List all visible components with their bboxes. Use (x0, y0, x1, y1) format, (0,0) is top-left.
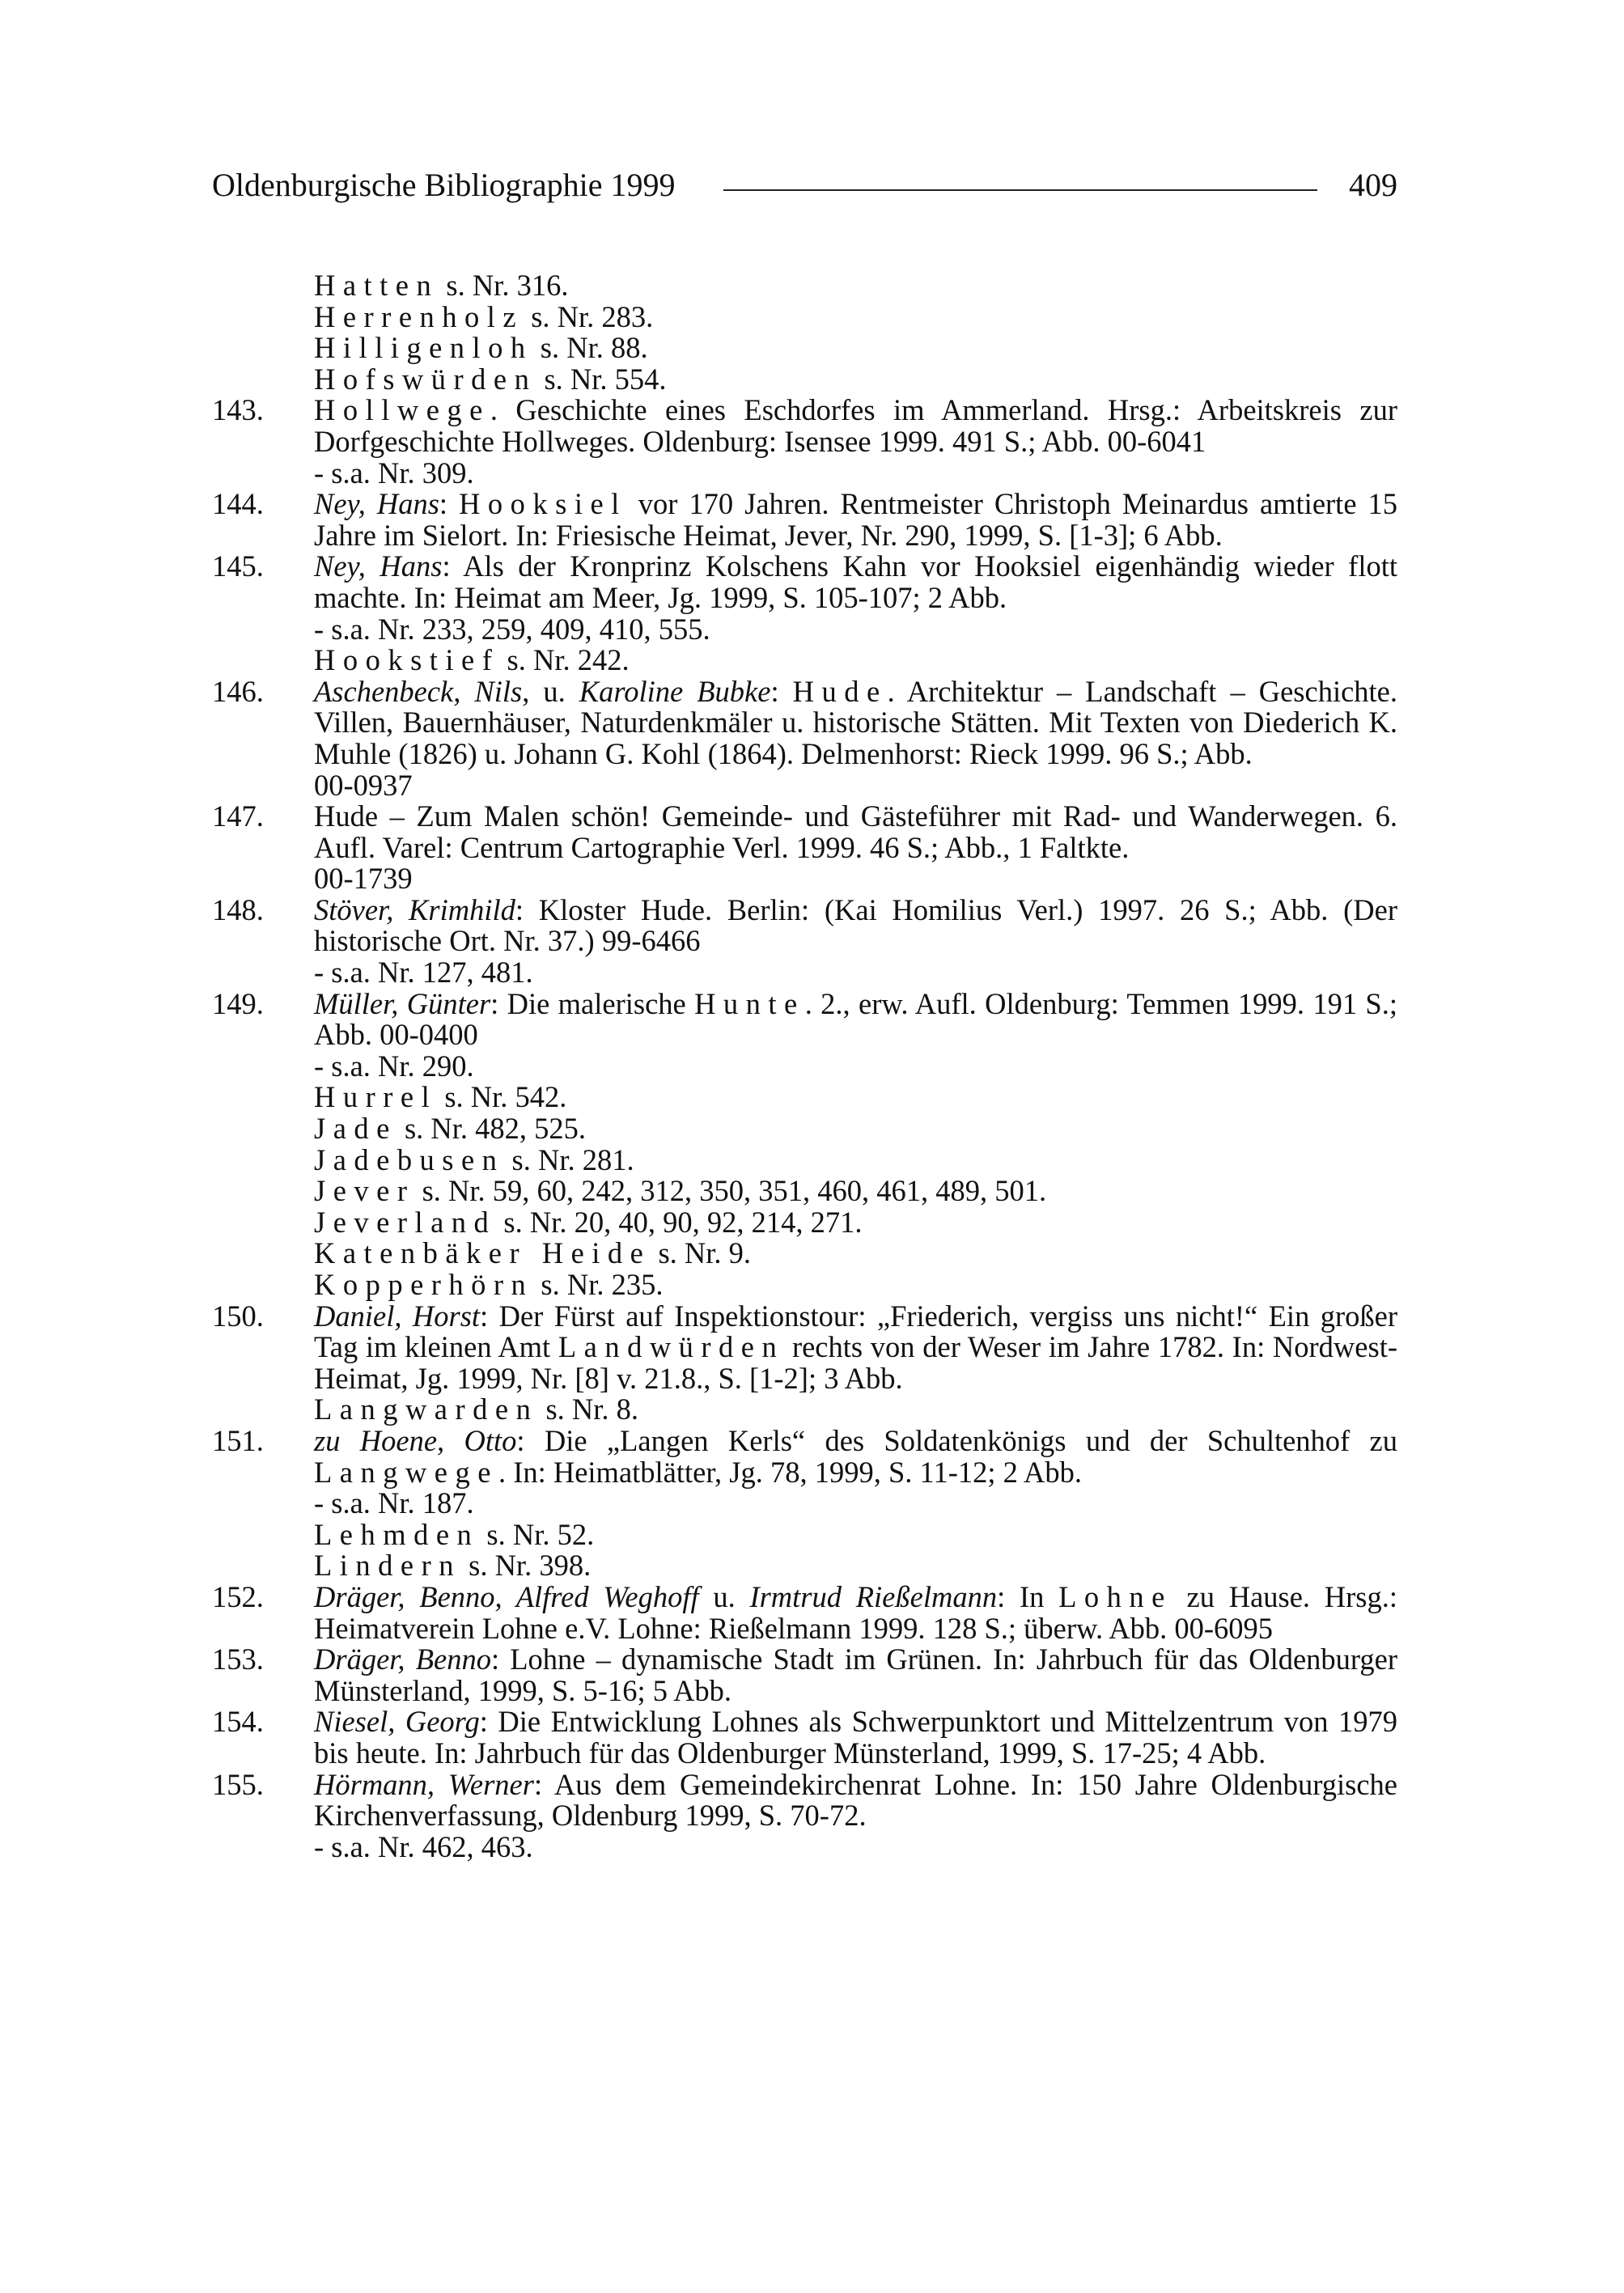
entry-text: : Kloster Hude. Berlin: (Kai Homilius Verl.) 1997. 26 S.; Abb. (Der historische Ort. Nr. 37.) 99-6466 (314, 892, 1397, 958)
author: zu Hoene, Otto (314, 1423, 517, 1457)
reference: s. Nr. 281. (511, 1142, 634, 1176)
entry-145 (212, 551, 1397, 645)
entry-text: zu Hause. Hrsg.: Heimatverein Lohne e.V. Lohne: Rießelmann 1999. 128 S.; überw. Abb. 00-6095 (314, 1579, 1398, 1645)
place-name: Hurrel (314, 1080, 438, 1114)
reference: s. Nr. 20, 40, 90, 92, 214, 271. (503, 1205, 863, 1239)
bibliography-list (212, 270, 1397, 1863)
separator: : (770, 674, 793, 708)
entry-number: 154. (212, 1705, 264, 1739)
see-also: - s.a. Nr. 127, 481. (314, 956, 533, 990)
author: Dräger, Benno (314, 1642, 491, 1676)
entry-text: vor 170 Jahren. Rentmeister Christoph Meinardus amtierte 15 Jahre im Sielort. In: Friesische Heimat, Jever, Nr. 290, 1999, S. [1-3]; 6 Abb. (314, 487, 1398, 552)
entry-text: : Aus dem Gemeindekirchenrat Lohne. In: 150 Jahre Oldenburgische Kirchenverfassung, Oldenburg 1999, S. 70-72. (314, 1767, 1397, 1833)
place-name: Lehmden (314, 1517, 480, 1551)
reference: s. Nr. 52. (486, 1517, 595, 1551)
cross-reference (212, 1550, 1397, 1582)
cross-reference (212, 270, 1397, 302)
catalog-code: 00-1739 (314, 862, 413, 896)
entry-149 (212, 986, 1397, 1083)
see-also: - s.a. Nr. 290. (314, 1049, 474, 1083)
author: Ney, Hans (314, 549, 443, 583)
entry-text: . In: Heimatblätter, Jg. 78, 1999, S. 11-12; 2 Abb. (498, 1455, 1082, 1489)
entry-153 (212, 1644, 1397, 1706)
entry-number: 152. (212, 1579, 264, 1613)
place-name: Jadebusen (314, 1142, 505, 1176)
reference: s. Nr. 554. (544, 362, 667, 396)
entry-text: : Als der Kronprinz Kolschens Kahn vor Hooksiel eigenhändig wieder flott machte. In: Heimat am Meer, Jg. 1999, S. 105-107; 2 Abb. (314, 549, 1397, 614)
place-name: Kopperhörn (314, 1268, 534, 1301)
place-name: Lindern (314, 1549, 461, 1583)
place-name: Herrenholz (314, 299, 524, 333)
author: Karoline Bubke (579, 674, 771, 708)
entry-150 (212, 1301, 1397, 1395)
cross-reference (212, 1207, 1397, 1239)
reference: s. Nr. 242. (507, 643, 630, 677)
reference: s. Nr. 542. (444, 1080, 567, 1114)
author: Daniel, Horst (314, 1299, 481, 1333)
reference: s. Nr. 59, 60, 242, 312, 350, 351, 460, 461, 489, 501. (422, 1174, 1047, 1208)
entry-number: 155. (212, 1767, 264, 1801)
place-name: Jeverland (314, 1205, 497, 1239)
entry-number: 153. (212, 1642, 264, 1676)
cross-reference (212, 1176, 1397, 1207)
see-also: - s.a. Nr. 187. (314, 1486, 474, 1520)
place-name: Hilligenloh (314, 331, 533, 365)
author: Dräger, Benno, Alfred Weghoff (314, 1579, 699, 1613)
cross-reference (212, 645, 1397, 676)
reference: s. Nr. 9. (658, 1236, 752, 1270)
reference: s. Nr. 8. (545, 1392, 639, 1426)
cross-reference (212, 1394, 1397, 1426)
place-name: Hunte (694, 986, 805, 1020)
entry-text: : Lohne – dynamische Stadt im Grünen. In: Jahrbuch für das Oldenburger Münsterland, 1999, S. 5-16; 5 Abb. (314, 1642, 1398, 1707)
entry-148 (212, 892, 1397, 990)
entry-152 (212, 1579, 1398, 1645)
cross-reference (212, 1269, 1397, 1301)
entry-143 (212, 395, 1397, 489)
conjunction: u. (698, 1579, 750, 1613)
place-name: Hooksiel (459, 487, 627, 521)
author: Ney, Hans (314, 487, 439, 521)
page-number: 409 (1349, 167, 1397, 203)
see-also: - s.a. Nr. 462, 463. (314, 1829, 533, 1863)
place-name: Lohne (1058, 1579, 1172, 1613)
entry-number: 151. (212, 1423, 264, 1457)
entry-text: . Geschichte eines Eschdorfes im Ammerland. Hrsg.: Arbeitskreis zur Dorfgeschichte Hollweges. Oldenburg: Isensee 1999. 491 S.; Abb. 00-6041 (314, 393, 1397, 458)
entry-number: 144. (212, 487, 264, 521)
reference: s. Nr. 482, 525. (404, 1112, 587, 1146)
see-also: - s.a. Nr. 309. (314, 456, 474, 490)
entry-number: 143. (212, 393, 264, 427)
place-name: Katenbäker Heide (314, 1236, 651, 1270)
entry-text-prefix: : Die „Langen Kerls“ des Soldatenkönigs und der Schultenhof zu (516, 1423, 1397, 1457)
cross-reference (212, 333, 1397, 364)
entry-text: Hude – Zum Malen schön! Gemeinde- und Gästeführer mit Rad- und Wanderwegen. 6. Aufl. Varel: Centrum Cartographie Verl. 1999. 46 S.; Abb., 1 Faltkte. (314, 799, 1397, 864)
entry-number: 145. (212, 549, 264, 583)
entry-text-prefix: : In (997, 1579, 1059, 1613)
entry-number: 150. (212, 1299, 264, 1333)
entry-text: . Architektur – Landschaft – Geschichte. Villen, Bauernhäuser, Naturdenkmäler u. historische Stätten. Mit Texten von Diederich K. Muhle (1826) u. Johann G. Kohl (1864). Delmenhorst: Rieck 1999. 96 S.; Abb. (314, 674, 1398, 770)
page-header (212, 166, 1397, 214)
author: Müller, Günter (314, 986, 491, 1020)
cross-reference (212, 364, 1397, 396)
reference: s. Nr. 88. (540, 331, 648, 365)
entry-number: 149. (212, 986, 264, 1020)
entry-text: rechts von der Weser im Jahre 1782. In: Nordwest-Heimat, Jg. 1999, Nr. [8] v. 21.8., S. [1-2]; 3 Abb. (314, 1330, 1397, 1395)
cross-reference (212, 1082, 1397, 1113)
author: Irmtrud Rießelmann (749, 1579, 998, 1613)
place-name: Jade (314, 1112, 397, 1146)
reference: s. Nr. 235. (541, 1268, 664, 1301)
separator: : (439, 487, 460, 521)
author: Niesel, Georg (314, 1705, 480, 1739)
entry-number: 146. (212, 674, 264, 708)
place-name: Hollwege (314, 393, 490, 427)
place-name: Landwürden (558, 1330, 785, 1364)
place-name: Hatten (314, 269, 439, 302)
place-name: Langwarden (314, 1392, 539, 1426)
place-name: Hude (792, 674, 888, 708)
place-name: Langwege (314, 1455, 498, 1489)
see-also: - s.a. Nr. 233, 259, 409, 410, 555. (314, 612, 710, 646)
reference: s. Nr. 316. (446, 269, 569, 302)
entry-154 (212, 1706, 1397, 1769)
reference: s. Nr. 398. (469, 1549, 592, 1583)
place-name: Hofswürden (314, 362, 537, 396)
place-name: Hookstief (314, 643, 500, 677)
entry-147 (212, 801, 1397, 895)
cross-reference (212, 1238, 1397, 1269)
entry-number: 147. (212, 799, 264, 833)
entry-text: . 2., erw. Aufl. Oldenburg: Temmen 1999. 191 S.; Abb. 00-0400 (314, 986, 1397, 1052)
cross-reference (212, 1519, 1397, 1551)
cross-reference (212, 299, 1397, 333)
cross-reference (212, 1113, 1397, 1145)
entry-151 (212, 1423, 1397, 1520)
running-title: Oldenburgische Bibliographie 1999 (212, 167, 676, 203)
entry-number: 148. (212, 892, 264, 926)
cross-reference (212, 1142, 1397, 1176)
entry-144 (212, 489, 1397, 551)
reference: s. Nr. 283. (531, 299, 654, 333)
header-rule (723, 189, 1317, 191)
entry-text: : Die Entwicklung Lohnes als Schwerpunktort und Mittelzentrum von 1979 bis heute. In: Jahrbuch für das Oldenburger Münsterland, 1999, S. 17-25; 4 Abb. (314, 1705, 1397, 1770)
place-name: Jever (314, 1174, 415, 1208)
entry-text-prefix: : Die malerische (490, 986, 695, 1020)
conjunction: , u. (522, 674, 579, 708)
entry-text-prefix: : Der Fürst auf Inspektionstour: „Friederich, vergiss uns nicht!“ Ein großer Tag im kleinen Amt (314, 1299, 1398, 1364)
entry-146 (212, 676, 1397, 801)
author: Stöver, Krimhild (314, 892, 515, 926)
catalog-code: 00-0937 (314, 768, 413, 802)
author: Hörmann, Werner (314, 1767, 534, 1801)
author: Aschenbeck, Nils (314, 674, 523, 708)
entry-155 (212, 1767, 1397, 1863)
